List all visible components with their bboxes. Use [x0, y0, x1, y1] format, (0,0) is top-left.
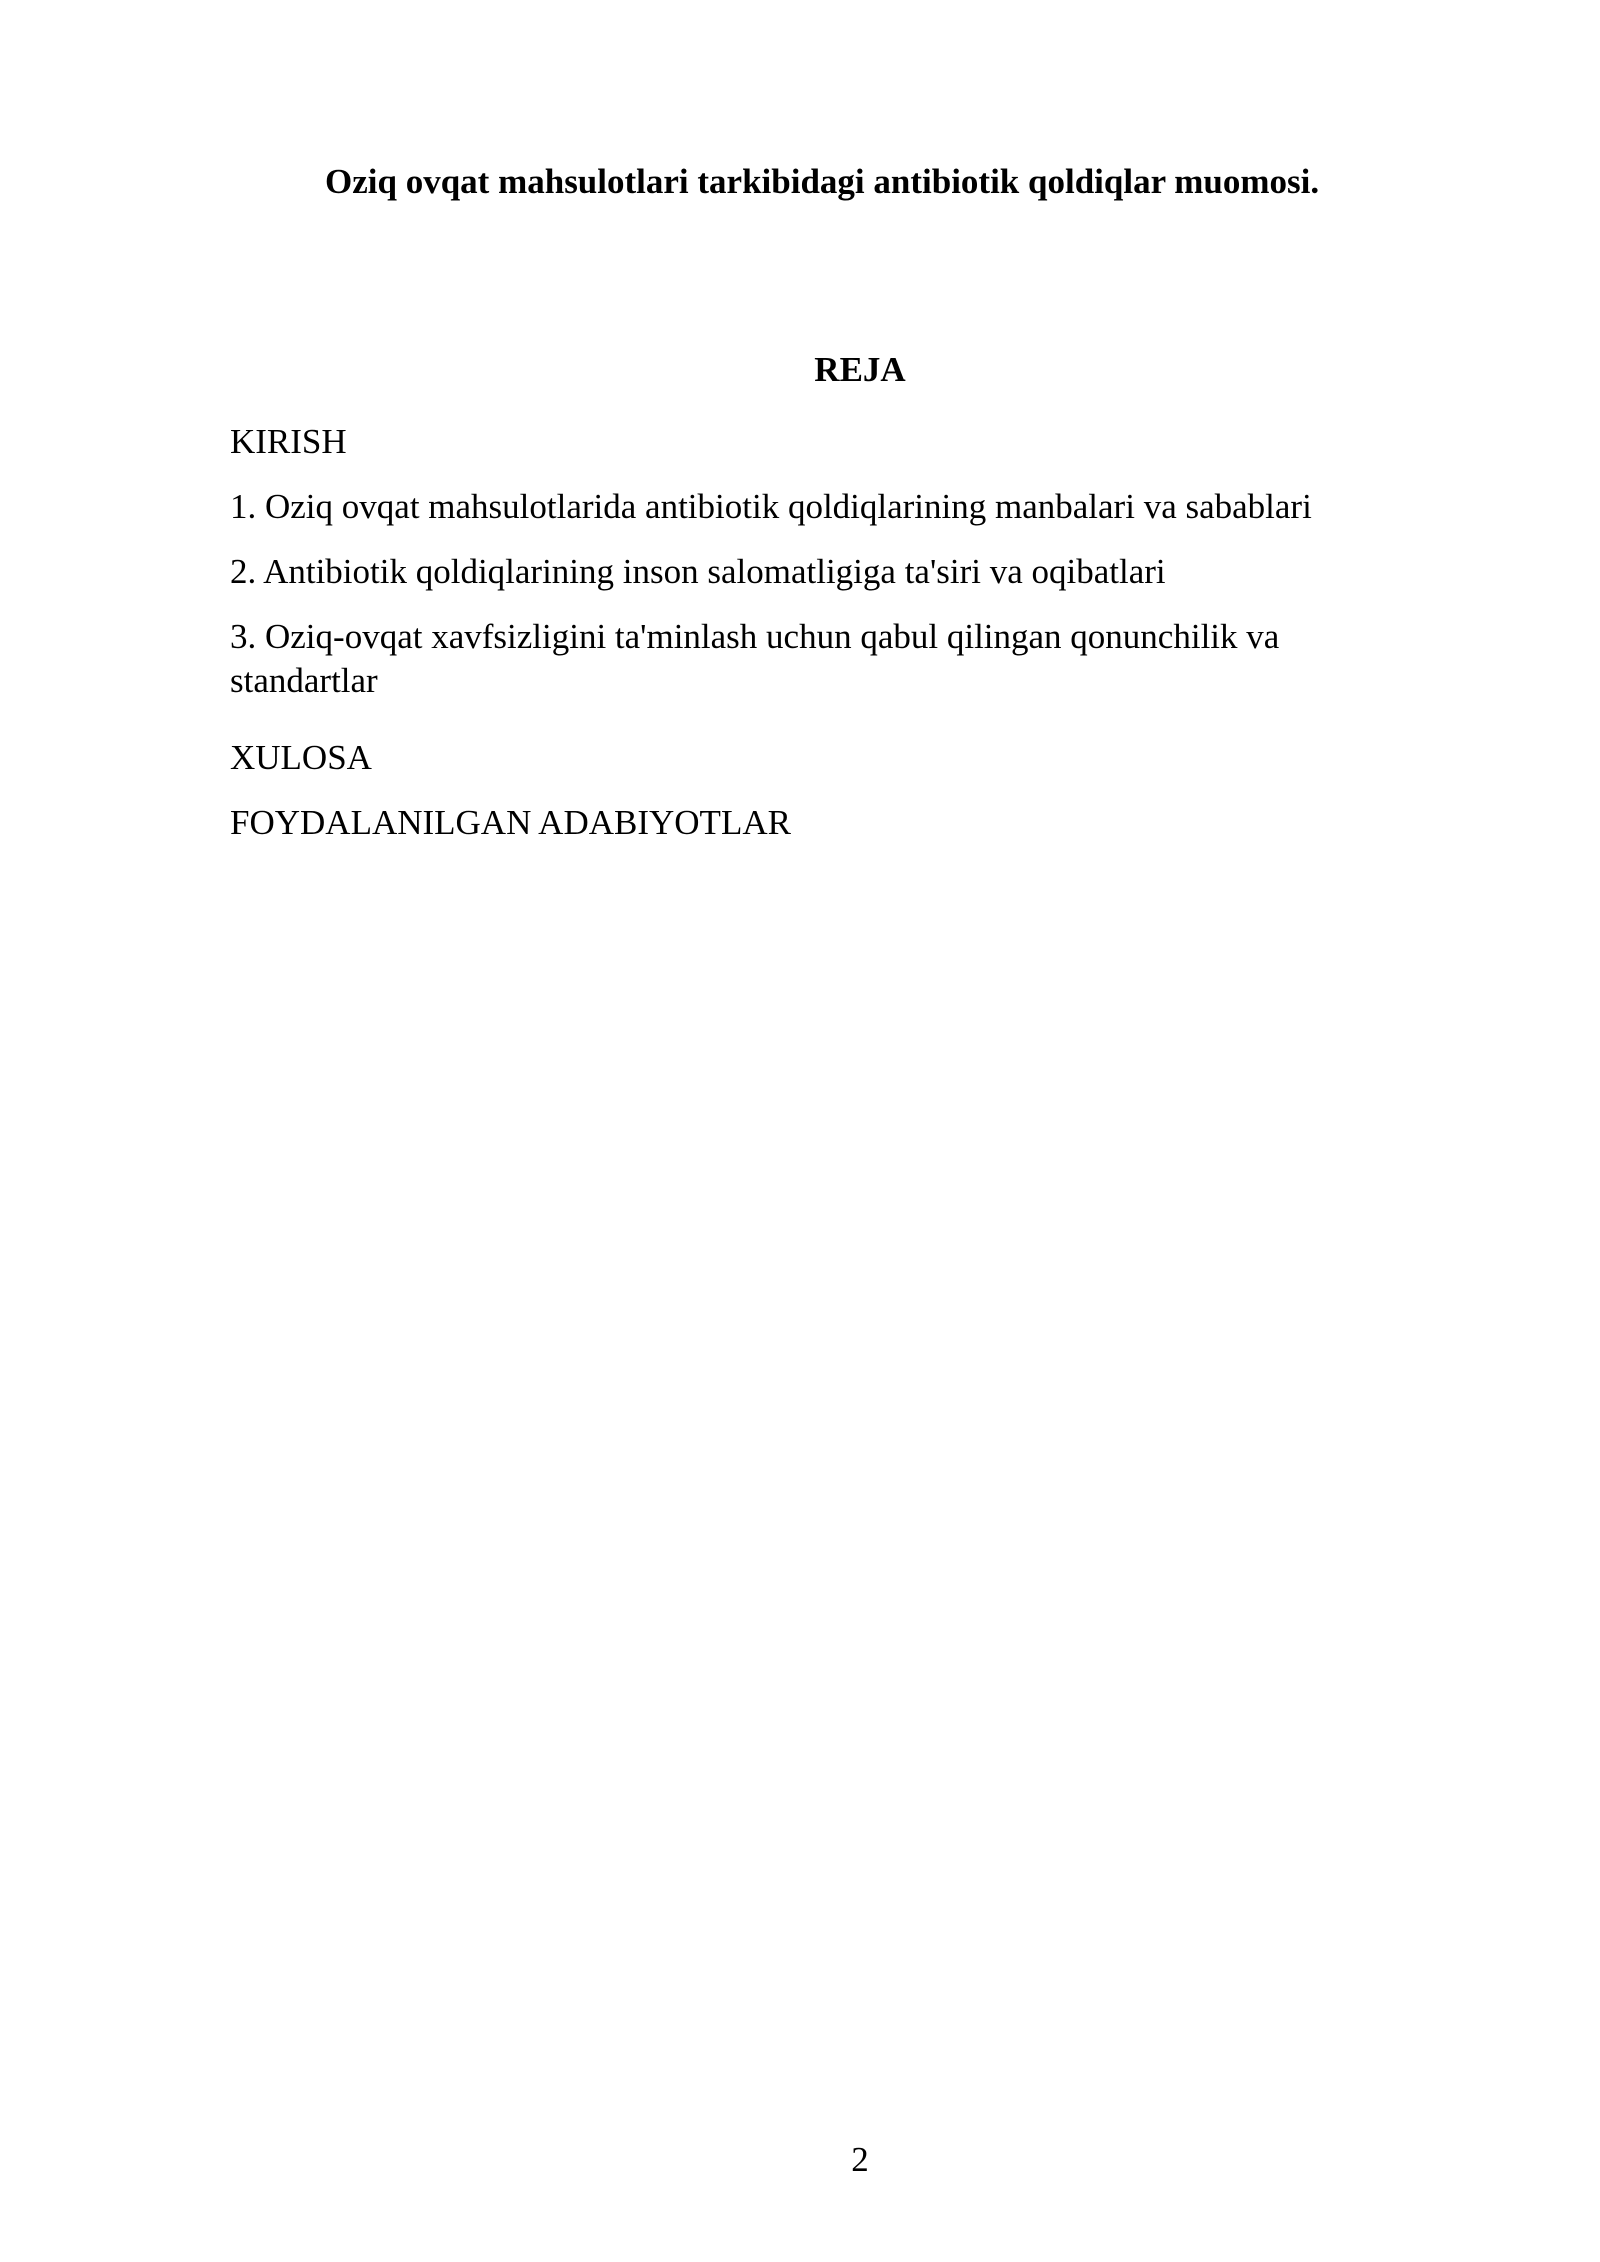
plan-heading: REJA [814, 350, 906, 389]
toc-item-section-2: 2. Antibiotik qoldiqlarining inson salomatligiga ta'siri va oqibatlari [230, 552, 1166, 591]
toc-item-conclusion: XULOSA [230, 738, 372, 777]
toc-item-section-1: 1. Oziq ovqat mahsulotlarida antibiotik qoldiqlarining manbalari va sabablari [230, 487, 1312, 526]
toc-item-introduction: KIRISH [230, 422, 347, 461]
toc-item-references: FOYDALANILGAN ADABIYOTLAR [230, 803, 791, 842]
toc-item-section-3: 3. Oziq-ovqat xavfsizligini ta'minlash uchun qabul qilingan qonunchilik va standartlar [230, 617, 1280, 700]
page-number: 2 [851, 2140, 869, 2179]
document-title: Oziq ovqat mahsulotlari tarkibidagi antibiotik qoldiqlar muomosi. [325, 162, 1320, 201]
table-of-contents [230, 420, 1410, 845]
